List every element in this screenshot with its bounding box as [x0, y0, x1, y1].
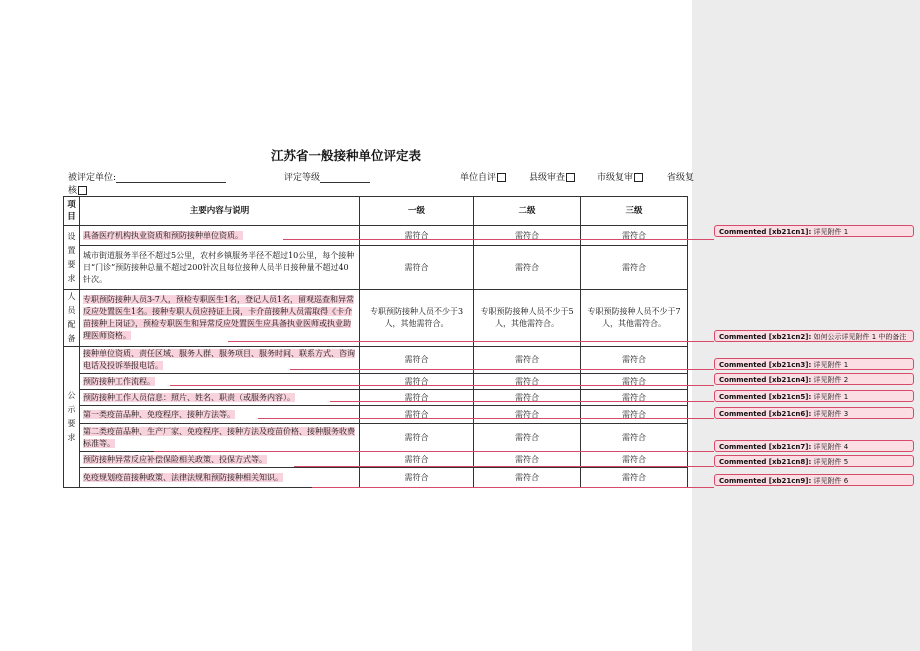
- row-level1: 需符合: [360, 246, 474, 290]
- col-header-level1: 一级: [360, 197, 474, 226]
- comment-connector: [283, 239, 714, 240]
- row-level1: 需符合: [360, 452, 474, 468]
- row-level2: 需符合: [474, 452, 581, 468]
- comment-connector: [170, 385, 714, 386]
- section-setup: 设置要求: [64, 226, 80, 290]
- comment-connector: [258, 418, 714, 419]
- comment-tag: Commented [xb21cn2]:: [719, 333, 812, 341]
- comment-balloon[interactable]: [714, 440, 914, 452]
- row-level3: 专职预防接种人员不少于7人，其他需符合。: [581, 290, 688, 347]
- comment-balloon[interactable]: [714, 358, 914, 370]
- comment-tag: Commented [xb21cn1]:: [719, 228, 812, 236]
- row-level1: 需符合: [360, 424, 474, 452]
- row-level2: 需符合: [474, 424, 581, 452]
- comments-margin-pane: [692, 0, 920, 651]
- self-eval-label: 单位自评: [460, 173, 497, 183]
- row-level2: 专职预防接种人员不少于5人，其他需符合。: [474, 290, 581, 347]
- comment-balloon[interactable]: [714, 455, 914, 467]
- row-content-text: 专职预防接种人员3-7人，预检专职医生1名，登记人员1名，留观巡查和异常反应处置医生1名。接种专职人员应持证上岗，卡介苗接种人员需取得《卡介苗接种上岗证》，预检专职医生和异常反应处置医生应具备执业医师或执业助理医师资格。: [83, 295, 355, 340]
- province-label-1: 省级复: [667, 173, 695, 183]
- row-level3: 需符合: [581, 424, 688, 452]
- row-content-text: 预防接种工作人员信息：照片、姓名、职责（或服务内容）。: [83, 392, 295, 402]
- table-row: [64, 406, 688, 424]
- comment-tag: Commented [xb21cn5]:: [719, 393, 812, 401]
- comment-connector: [312, 487, 714, 488]
- row-level3: 需符合: [581, 468, 688, 488]
- row-content: [80, 290, 360, 347]
- comment-text: 详见附件 4: [813, 443, 849, 451]
- col-header-level3: 三级: [581, 197, 688, 226]
- comment-text: 详见附件 1: [813, 228, 849, 236]
- row-level1: 需符合: [360, 406, 474, 424]
- row-level3: 需符合: [581, 390, 688, 406]
- comment-text: 详见附件 6: [813, 477, 849, 485]
- row-content-text: 接种单位资质、责任区域、服务人群、服务项目、服务时间、联系方式、咨询电话及投诉举报电话。: [83, 349, 355, 370]
- province-label-2: 核: [68, 186, 78, 196]
- comment-connector: [294, 466, 714, 467]
- checkbox-icon[interactable]: [497, 173, 506, 182]
- province-review-checkbox[interactable]: [68, 183, 87, 196]
- grade-blank[interactable]: [320, 173, 370, 183]
- row-content-text: 第一类疫苗品种、免疫程序、接种方法等。: [83, 409, 235, 419]
- comment-balloon[interactable]: [714, 373, 914, 385]
- row-content: 城市街道服务半径不超过5公里，农村乡镇服务半径不超过10公里，每个接种日“门诊”预防接种总量不超过200针次且每位接种人员半日接种量不超过40针次。: [80, 246, 360, 290]
- row-content-text: 预防接种异常反应补偿保险相关政策、投保方式等。: [83, 454, 267, 464]
- evaluated-unit-label: 被评定单位:: [68, 173, 117, 183]
- row-level2: 需符合: [474, 246, 581, 290]
- row-content-text: 第二类疫苗品种、生产厂家、免疫程序、接种方法及疫苗价格、接种服务收费标准等。: [83, 426, 355, 448]
- comment-connector: [228, 341, 714, 342]
- county-review-label: 县级审查: [529, 173, 566, 183]
- table-row: [64, 290, 688, 347]
- comment-text: 详见附件 2: [813, 376, 849, 384]
- row-content: [80, 468, 360, 488]
- table-row: [64, 424, 688, 452]
- section-publicity: 公示要求: [64, 347, 80, 488]
- row-level2: 需符合: [474, 226, 581, 246]
- row-content-text: 预防接种工作流程。: [83, 376, 155, 386]
- comment-text: 详见附件 1: [813, 361, 849, 369]
- comment-tag: Commented [xb21cn8]:: [719, 458, 812, 466]
- table-row: [64, 374, 688, 390]
- comment-balloon[interactable]: [714, 330, 914, 342]
- row-content: [80, 424, 360, 452]
- section-staff: 人员配备: [64, 290, 80, 347]
- row-level3: 需符合: [581, 374, 688, 390]
- table-row: [64, 226, 688, 246]
- comment-connector: [154, 451, 714, 452]
- col-header-level2: 二级: [474, 197, 581, 226]
- row-level2: 需符合: [474, 406, 581, 424]
- row-level3: 需符合: [581, 347, 688, 374]
- self-eval-checkbox[interactable]: [460, 170, 506, 183]
- comment-text: 如何公示详见附件 1 中的备注: [813, 333, 907, 341]
- table-row: [64, 390, 688, 406]
- comment-text: 详见附件 3: [813, 410, 849, 418]
- row-level3: 需符合: [581, 452, 688, 468]
- comment-tag: Commented [xb21cn3]:: [719, 361, 812, 369]
- city-review-checkbox[interactable]: [597, 170, 643, 183]
- row-level2: 需符合: [474, 347, 581, 374]
- col-header-item: 项目: [64, 197, 80, 226]
- comment-tag: Commented [xb21cn6]:: [719, 410, 812, 418]
- comment-balloon[interactable]: [714, 407, 914, 419]
- comment-tag: Commented [xb21cn9]:: [719, 477, 812, 485]
- col-header-content: 主要内容与说明: [80, 197, 360, 226]
- row-content: [80, 390, 360, 406]
- comment-balloon[interactable]: [714, 390, 914, 402]
- row-content: [80, 374, 360, 390]
- evaluated-unit-blank[interactable]: [116, 173, 226, 183]
- evaluated-unit-field[interactable]: [68, 170, 226, 183]
- comment-connector: [330, 401, 714, 402]
- comment-text: 详见附件 5: [813, 458, 849, 466]
- city-review-label: 市级复审: [597, 173, 634, 183]
- comment-connector: [290, 369, 714, 370]
- document-title: 江苏省一般接种单位评定表: [270, 148, 421, 163]
- comment-tag: Commented [xb21cn4]:: [719, 376, 812, 384]
- row-content: [80, 226, 360, 246]
- row-level2: 需符合: [474, 468, 581, 488]
- row-level1: 需符合: [360, 374, 474, 390]
- checkbox-icon[interactable]: [78, 186, 87, 195]
- row-level3: 需符合: [581, 406, 688, 424]
- comment-balloon[interactable]: [714, 474, 914, 486]
- row-level1: 专职预防接种人员不少于3人，其他需符合。: [360, 290, 474, 347]
- row-content: [80, 406, 360, 424]
- row-level1: 需符合: [360, 390, 474, 406]
- checkbox-icon[interactable]: [566, 173, 575, 182]
- comment-balloon[interactable]: [714, 225, 914, 237]
- table-row: [64, 246, 688, 290]
- grade-label: 评定等级: [284, 173, 321, 183]
- grade-field[interactable]: [284, 170, 370, 183]
- row-level1: 需符合: [360, 347, 474, 374]
- row-level1: 需符合: [360, 468, 474, 488]
- row-level1: 需符合: [360, 226, 474, 246]
- checkbox-icon[interactable]: [634, 173, 643, 182]
- row-level2: 需符合: [474, 374, 581, 390]
- row-content-text: 免疫规划疫苗接种政策、法律法规和预防接种相关知识。: [83, 472, 283, 482]
- county-review-checkbox[interactable]: [529, 170, 575, 183]
- row-level3: 需符合: [581, 226, 688, 246]
- comment-text: 详见附件 1: [813, 393, 849, 401]
- row-content-text: 具备医疗机构执业资质和预防接种单位资质。: [83, 230, 243, 240]
- row-level3: 需符合: [581, 246, 688, 290]
- table-header-row: [64, 197, 688, 226]
- table-row: [64, 468, 688, 488]
- comment-tag: Commented [xb21cn7]:: [719, 443, 812, 451]
- row-level2: 需符合: [474, 390, 581, 406]
